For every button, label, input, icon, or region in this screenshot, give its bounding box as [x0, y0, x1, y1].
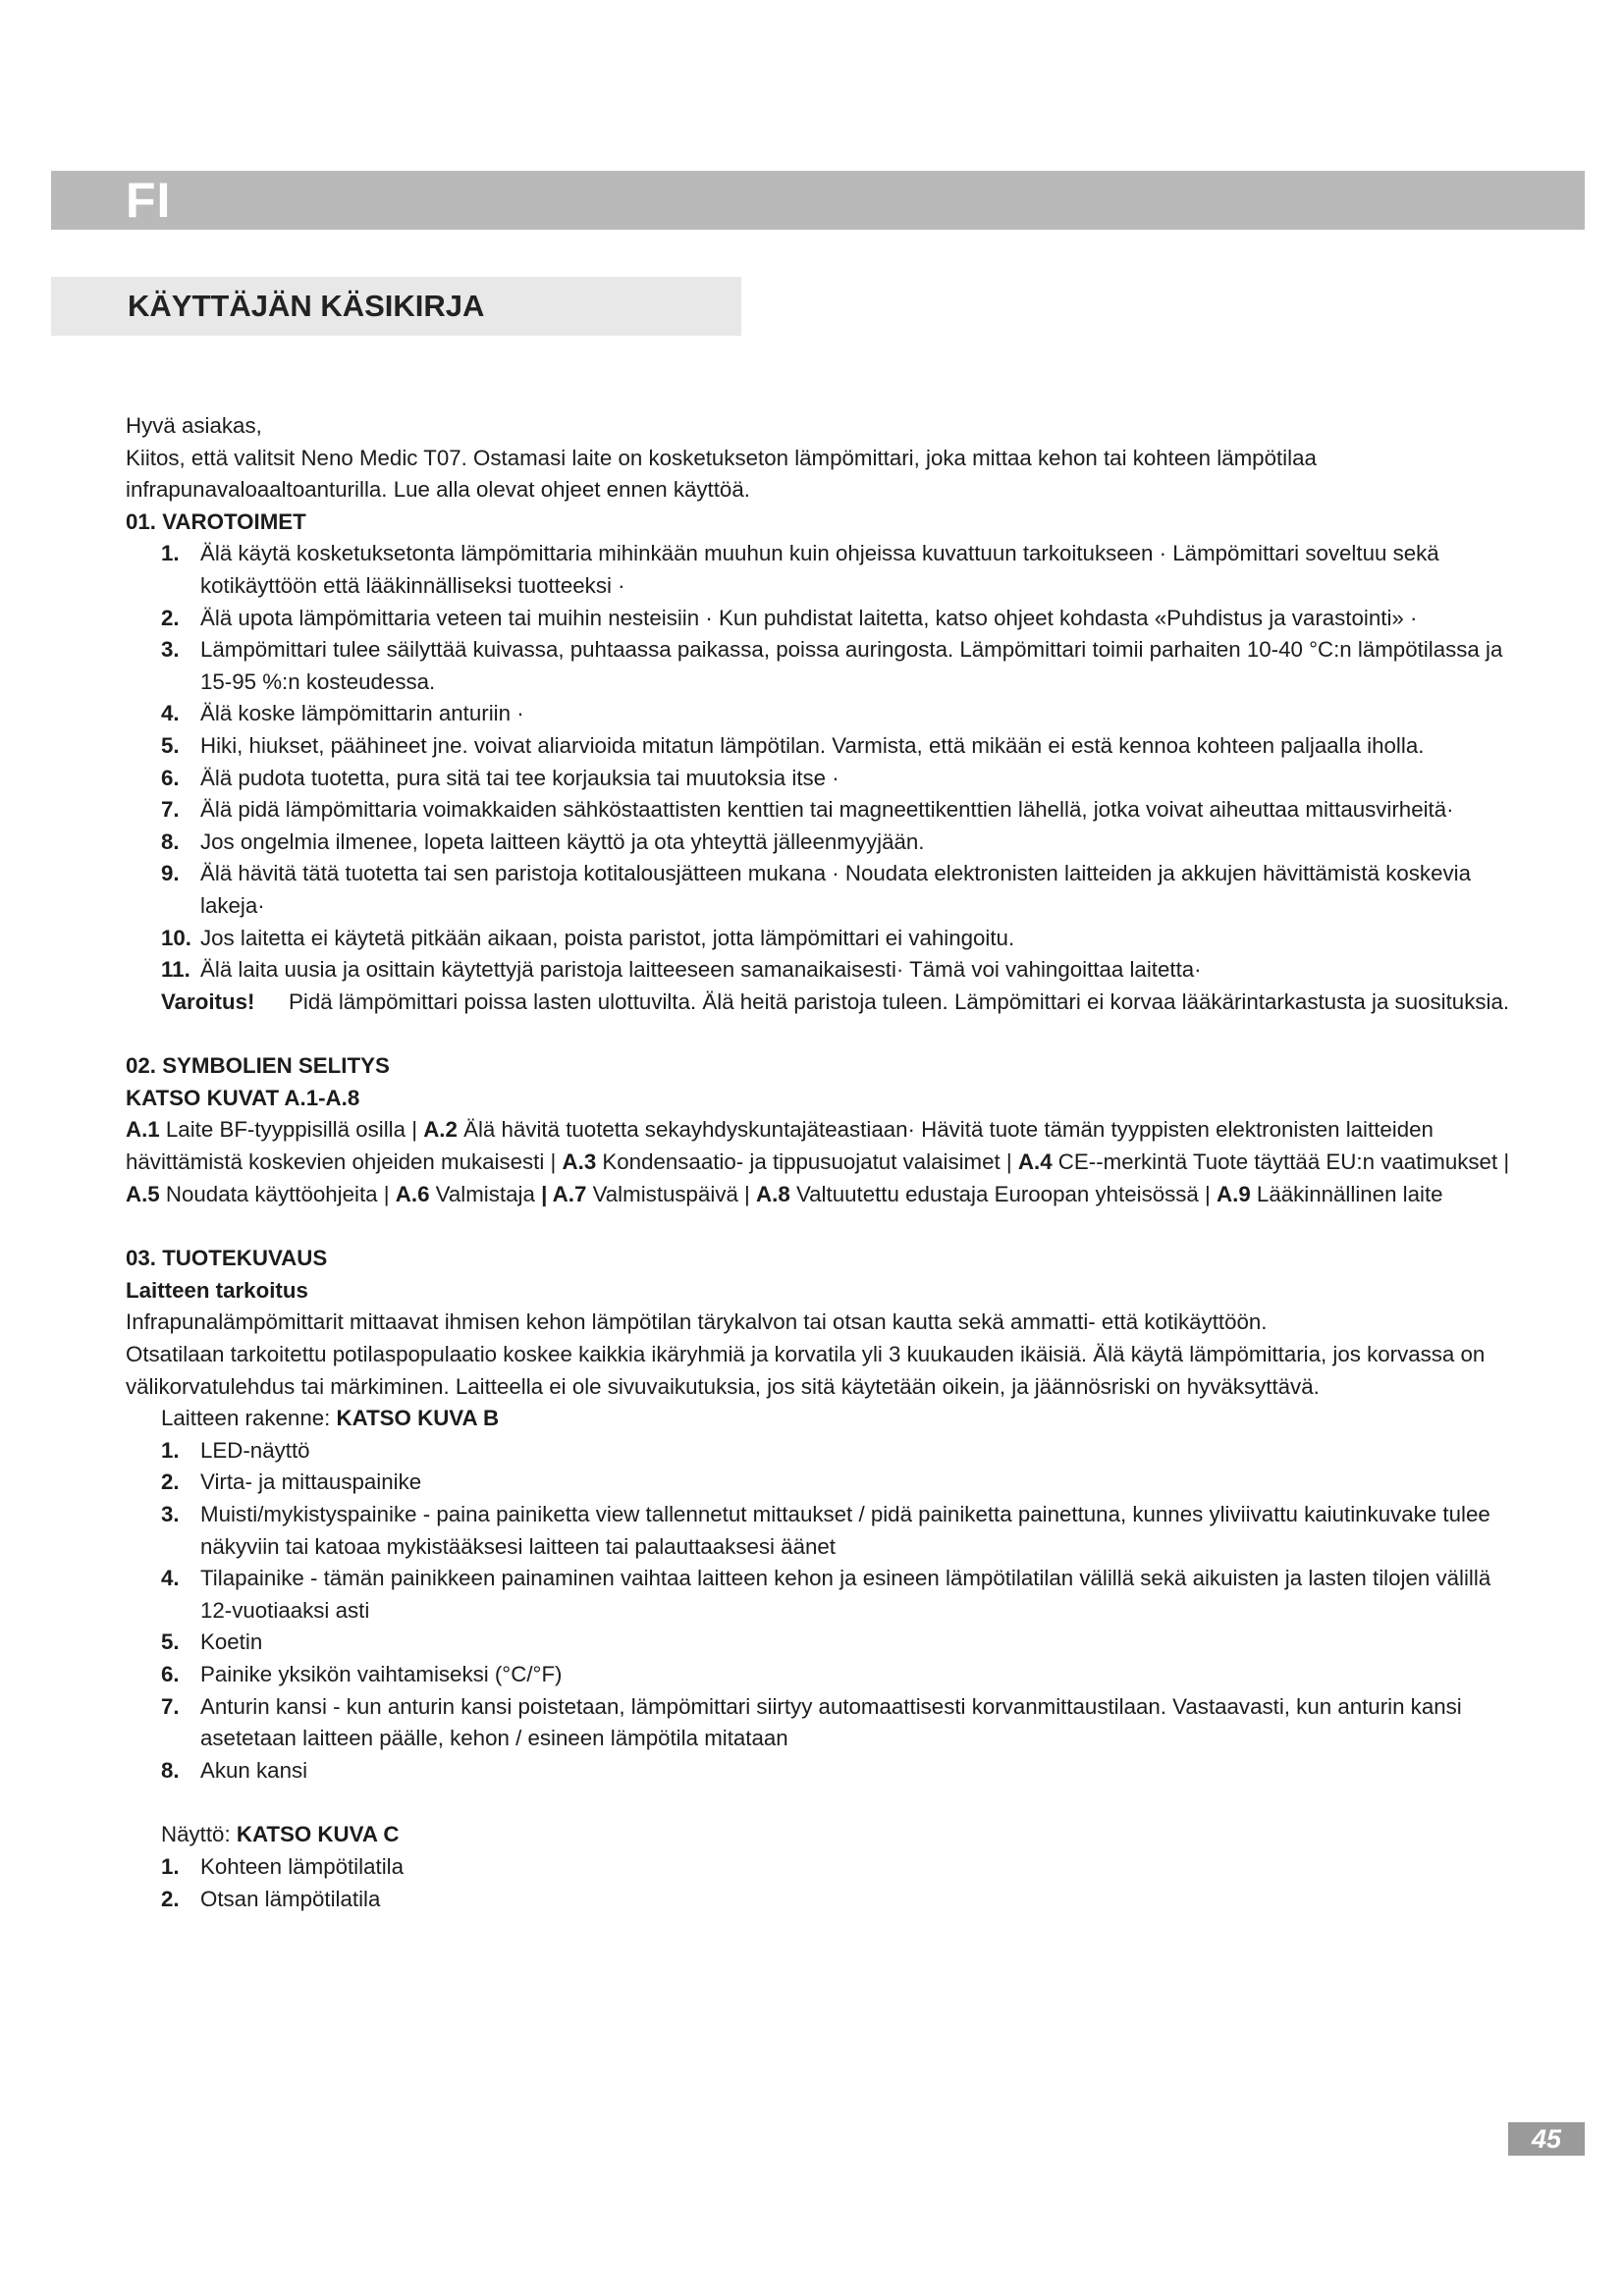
structure-label-text: Laitteen rakenne:: [161, 1406, 337, 1431]
symbol-text: Valmistaja: [429, 1181, 542, 1206]
warning-text: Pidä lämpömittari poissa lasten ulottuvilta. Älä heitä paristoja tuleen. Lämpömittari ei korvaa lääkärintarkastusta ja suosituksia.: [289, 988, 1510, 1014]
section-heading-precautions: 01. VAROTOIMET: [126, 508, 306, 534]
section-heading-product: 03. TUOTEKUVAUS: [126, 1246, 328, 1271]
item-number: 5.: [161, 732, 180, 758]
item-number: 9.: [161, 861, 180, 886]
list-item: [126, 698, 1510, 730]
symbol-text: Noudata käyttöohjeita |: [159, 1181, 396, 1206]
item-number: 8.: [161, 1757, 180, 1783]
symbol-text: Kondensaatio- ja tippusuojatut valaisimet |: [596, 1149, 1018, 1175]
list-item: [126, 1563, 1510, 1627]
symbol-code: A.4: [1017, 1149, 1053, 1175]
symbol-text: Lääkinnällinen laite: [1250, 1181, 1443, 1206]
symbol-code: A.2: [423, 1117, 458, 1143]
warning-note: [126, 987, 1510, 1019]
symbol-text: Valmistuspäivä |: [586, 1181, 757, 1206]
list-item: [126, 1435, 1510, 1468]
purpose-text-1: Infrapunalämpömittarit mittaavat ihmisen kehon lämpötilan tärykalvon tai otsan kautta sekä ammatti- että kotikäyttöön.: [126, 1309, 1268, 1335]
list-item: [126, 1659, 1510, 1691]
item-number: 4.: [161, 701, 180, 726]
item-number: 4.: [161, 1566, 180, 1591]
list-item: [126, 827, 1510, 859]
purpose-text-2: Otsatilaan tarkoitettu potilaspopulaatio koskee kaikkia ikäryhmiä ja korvatila yli 3 kuukauden ikäisiä. Älä käytä lämpömittaria, jos korvassa on välikorvatulehdus tai märkiminen. Laitteella ei ole sivuvaikutuksia, jos sitä käytetään oikein, ja jäännösriski on hyväksyttävä.: [126, 1342, 1486, 1399]
precautions-list: [126, 538, 1510, 986]
list-item: [126, 730, 1510, 763]
display-label-text: Näyttö:: [161, 1822, 237, 1847]
symbol-text: Valtuutettu edustaja Euroopan yhteisössä |: [789, 1181, 1218, 1206]
item-text: Anturin kansi - kun anturin kansi poistetaan, lämpömittari siirtyy automaattisesti korvanmittaustilaan. Vastaavasti, kun anturin kansi asetetaan laitteen päälle, kehon / esineen lämpötila mitataan: [200, 1693, 1462, 1751]
language-bar: [51, 171, 1585, 230]
item-number: 2.: [161, 1886, 180, 1911]
symbol-code: A.5: [126, 1181, 160, 1206]
item-text: Älä laita uusia ja osittain käytettyjä paristoja laitteeseen samanaikaisesti· Tämä voi vahingoittaa laitetta·: [200, 957, 1202, 983]
greeting: Hyvä asiakas,: [126, 413, 262, 438]
list-item: [126, 954, 1510, 987]
list-item: [126, 858, 1510, 922]
item-number: 5.: [161, 1629, 180, 1655]
item-text: Hiki, hiukset, päähineet jne. voivat aliarvioida mitatun lämpötilan. Varmista, että mikään ei estä kennoa kohteen paljaalla iholla.: [200, 732, 1425, 758]
item-text: Lämpömittari tulee säilyttää kuivassa, puhtaassa paikassa, poissa auringosta. Lämpömittari toimii parhaiten 10-40 °C:n lämpötilassa ja 15-95 %:n kosteudessa.: [200, 637, 1503, 694]
item-text: Painike yksikön vaihtamiseksi (°C/°F): [200, 1661, 563, 1686]
intro-text: Kiitos, että valitsit Neno Medic T07. Ostamasi laite on kosketukseton lämpömittari, joka mittaa kehon tai kohteen lämpötilaa infrapunavaloaaltoanturilla. Lue alla olevat ohjeet ennen käyttöä.: [126, 445, 1317, 503]
page-number: 45: [1508, 2122, 1585, 2156]
structure-figure-ref: KATSO KUVA B: [336, 1406, 500, 1431]
symbol-code: | A.7: [541, 1181, 587, 1206]
list-item: [126, 763, 1510, 795]
display-label: [126, 1819, 1510, 1851]
item-number: 1.: [161, 1437, 180, 1463]
item-text: Älä pudota tuotetta, pura sitä tai tee korjauksia tai muutoksia itse ·: [200, 765, 839, 790]
item-text: Kohteen lämpötilatila: [200, 1853, 404, 1879]
structure-label: [126, 1403, 1510, 1435]
list-item: [126, 1627, 1510, 1659]
warning-label: Varoitus!: [161, 988, 255, 1014]
list-item: [126, 1851, 1510, 1884]
item-text: Otsan lämpötilatila: [200, 1886, 381, 1911]
page-title: KÄYTTÄJÄN KÄSIKIRJA: [128, 289, 485, 323]
display-list: [126, 1851, 1510, 1915]
symbol-code: A.6: [395, 1181, 430, 1206]
list-item: [126, 923, 1510, 955]
symbols-figure-ref: KATSO KUVAT A.1-A.8: [126, 1085, 360, 1110]
item-text: Muisti/mykistyspainike - paina painiketta view tallennetut mittaukset / pidä painiketta painettuna, kunnes yliviivattu kaiutinkuvake tulee näkyviin tai katoaa mykistääksesi laitteen tai palauttaaksesi äänet: [200, 1502, 1490, 1559]
item-text: Virta- ja mittauspainike: [200, 1469, 422, 1495]
item-text: Jos ongelmia ilmenee, lopeta laitteen käyttö ja ota yhteyttä jälleenmyyjään.: [200, 828, 925, 854]
item-number: 3.: [161, 1502, 180, 1526]
list-item: [126, 1467, 1510, 1499]
item-number: 11.: [161, 957, 190, 983]
symbol-text: Älä hävitä tuotetta sekayhdyskuntajäteastiaan· Hävitä tuote tämän tyyppisten elektronisten laitteiden hävittämistä koskevien ohjeiden mukaisesti |: [126, 1117, 1434, 1175]
item-number: 7.: [161, 1693, 180, 1719]
item-text: LED-näyttö: [200, 1437, 310, 1463]
item-text: Akun kansi: [200, 1757, 308, 1783]
list-item: [126, 794, 1510, 827]
list-item: [126, 1499, 1510, 1563]
item-text: Koetin: [200, 1629, 263, 1655]
item-number: 10.: [161, 925, 191, 950]
symbol-text: Laite BF-tyyppisillä osilla |: [159, 1117, 424, 1143]
item-number: 7.: [161, 797, 180, 823]
item-number: 1.: [161, 1853, 180, 1879]
symbol-text: CE--merkintä Tuote täyttää EU:n vaatimukset |: [1052, 1149, 1510, 1175]
item-number: 3.: [161, 637, 180, 663]
list-item: [126, 1691, 1510, 1755]
item-number: 6.: [161, 1661, 180, 1686]
item-text: Älä koske lämpömittarin anturiin ·: [200, 701, 524, 726]
symbols-legend: [126, 1114, 1510, 1210]
display-figure-ref: KATSO KUVA C: [236, 1822, 400, 1847]
list-item: [126, 1884, 1510, 1916]
item-number: 6.: [161, 765, 180, 790]
list-item: [126, 634, 1510, 698]
item-number: 1.: [161, 541, 180, 566]
list-item: [126, 538, 1510, 602]
item-number: 2.: [161, 605, 180, 630]
symbol-code: A.9: [1217, 1181, 1251, 1206]
item-number: 2.: [161, 1469, 180, 1495]
item-text: Älä upota lämpömittaria veteen tai muihin nesteisiin · Kun puhdistat laitetta, katso ohjeet kohdasta «Puhdistus ja varastointi» ·: [200, 605, 1418, 630]
item-text: Älä hävitä tätä tuotetta tai sen paristoja kotitalousjätteen mukana · Noudata elektronisten laitteiden ja akkujen hävittämistä koskevia lakeja·: [200, 861, 1471, 918]
symbol-code: A.8: [756, 1181, 790, 1206]
manual-content: [126, 410, 1510, 1915]
item-text: Jos laitetta ei käytetä pitkään aikaan, poista paristot, jotta lämpömittari ei vahingoitu.: [200, 925, 1015, 950]
title-bar: [51, 277, 741, 336]
purpose-subheading: Laitteen tarkoitus: [126, 1277, 308, 1303]
item-text: Älä käytä kosketuksetonta lämpömittaria mihinkään muuhun kuin ohjeissa kuvattuun tarkoitukseen · Lämpömittari soveltuu sekä kotikäyttöön että lääkinnälliseksi tuotteeksi ·: [200, 541, 1439, 598]
item-text: Tilapainike - tämän painikkeen painaminen vaihtaa laitteen kehon ja esineen lämpötilatilan välillä sekä aikuisten ja lasten tilojen välillä 12-vuotiaaksi asti: [200, 1566, 1491, 1623]
structure-list: [126, 1435, 1510, 1788]
list-item: [126, 1755, 1510, 1788]
symbol-code: A.3: [562, 1149, 597, 1175]
list-item: [126, 603, 1510, 635]
symbol-code: A.1: [126, 1117, 160, 1143]
item-text: Älä pidä lämpömittaria voimakkaiden sähköstaattisten kenttien tai magneettikenttien lähellä, jotka voivat aiheuttaa mittausvirheitä·: [200, 797, 1454, 823]
section-heading-symbols: 02. SYMBOLIEN SELITYS: [126, 1053, 390, 1079]
item-number: 8.: [161, 828, 180, 854]
language-code: FI: [126, 173, 172, 228]
